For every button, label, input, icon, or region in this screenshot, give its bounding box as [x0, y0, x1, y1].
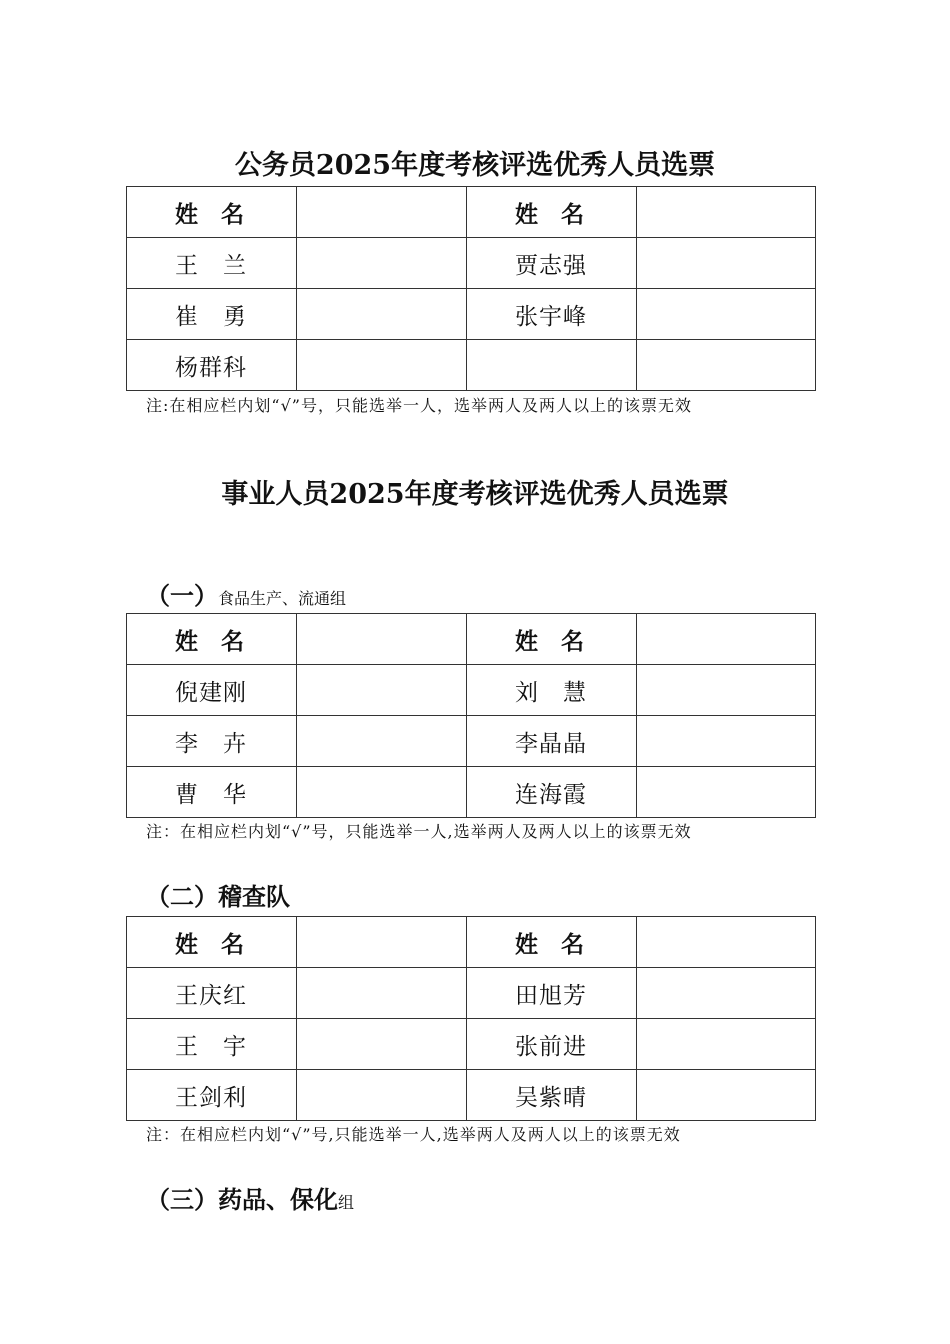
vote-cell[interactable]	[637, 187, 816, 238]
vote-cell[interactable]	[297, 767, 467, 818]
candidate-name: 王剑利	[127, 1070, 297, 1121]
section-sublabel: 组	[338, 1193, 355, 1212]
table-row	[127, 1019, 816, 1070]
empty-name-cell	[467, 340, 637, 391]
name-header: 姓 名	[127, 187, 297, 238]
candidate-name: 贾志强	[467, 238, 637, 289]
table-row	[127, 289, 816, 340]
vote-cell[interactable]	[297, 238, 467, 289]
vote-cell[interactable]	[637, 716, 816, 767]
name-header: 姓 名	[467, 917, 637, 968]
vote-cell[interactable]	[297, 289, 467, 340]
candidate-name: 崔 勇	[127, 289, 297, 340]
table-row	[127, 340, 816, 391]
table-row	[127, 1070, 816, 1121]
vote-cell[interactable]	[637, 1070, 816, 1121]
table-row	[127, 716, 816, 767]
candidate-name: 张宇峰	[467, 289, 637, 340]
ballot-table-food-group	[126, 613, 816, 818]
vote-cell[interactable]	[637, 968, 816, 1019]
vote-cell[interactable]	[297, 1019, 467, 1070]
vote-cell[interactable]	[297, 716, 467, 767]
vote-cell[interactable]	[297, 1070, 467, 1121]
section-sublabel: 食品生产、流通组	[218, 589, 347, 608]
candidate-name: 田旭芳	[467, 968, 637, 1019]
candidate-name: 王 兰	[127, 238, 297, 289]
ballot-note: 注:在相应栏内划“√”号，只能选举一人，选举两人及两人以上的该票无效	[146, 396, 692, 415]
vote-cell[interactable]	[637, 665, 816, 716]
candidate-name: 倪建刚	[127, 665, 297, 716]
ballot-table-inspection-team	[126, 916, 816, 1121]
vote-cell[interactable]	[637, 1019, 816, 1070]
ballot-table-civil-servants	[126, 186, 816, 391]
candidate-name: 张前进	[467, 1019, 637, 1070]
candidate-name: 刘 慧	[467, 665, 637, 716]
vote-cell[interactable]	[637, 917, 816, 968]
vote-cell[interactable]	[297, 187, 467, 238]
section-label: （一）	[146, 581, 218, 610]
section-heading-food-group	[146, 576, 346, 611]
table-row	[127, 665, 816, 716]
section-heading-pharma-group	[146, 1180, 354, 1215]
vote-cell[interactable]	[637, 340, 816, 391]
candidate-name: 吴紫晴	[467, 1070, 637, 1121]
candidate-name: 连海霞	[467, 767, 637, 818]
vote-cell[interactable]	[297, 614, 467, 665]
vote-cell[interactable]	[637, 238, 816, 289]
section-heading-inspection-team: （二）稽查队	[146, 882, 290, 911]
vote-cell[interactable]	[297, 917, 467, 968]
name-header: 姓 名	[467, 187, 637, 238]
name-header: 姓 名	[127, 614, 297, 665]
table-row	[127, 238, 816, 289]
vote-cell[interactable]	[297, 968, 467, 1019]
candidate-name: 王庆红	[127, 968, 297, 1019]
table-row	[127, 767, 816, 818]
vote-cell[interactable]	[637, 614, 816, 665]
table-header-row	[127, 917, 816, 968]
section-label: （三）药品、保化	[146, 1185, 338, 1214]
table-header-row	[127, 187, 816, 238]
ballot-title-public-institution: 事业人员2025年度考核评选优秀人员选票	[221, 479, 729, 510]
candidate-name: 李 卉	[127, 716, 297, 767]
vote-cell[interactable]	[637, 767, 816, 818]
candidate-name: 李晶晶	[467, 716, 637, 767]
vote-cell[interactable]	[637, 289, 816, 340]
name-header: 姓 名	[467, 614, 637, 665]
name-header: 姓 名	[127, 917, 297, 968]
ballot-note: 注：在相应栏内划“√”号,只能选举一人,选举两人及两人以上的该票无效	[146, 1125, 681, 1144]
vote-cell[interactable]	[297, 665, 467, 716]
candidate-name: 曹 华	[127, 767, 297, 818]
ballot-title-civil-servants: 公务员2025年度考核评选优秀人员选票	[234, 150, 716, 181]
vote-cell[interactable]	[297, 340, 467, 391]
table-row	[127, 968, 816, 1019]
table-header-row	[127, 614, 816, 665]
ballot-note: 注：在相应栏内划“√”号，只能选举一人,选举两人及两人以上的该票无效	[146, 822, 692, 841]
candidate-name: 杨群科	[127, 340, 297, 391]
candidate-name: 王 宇	[127, 1019, 297, 1070]
